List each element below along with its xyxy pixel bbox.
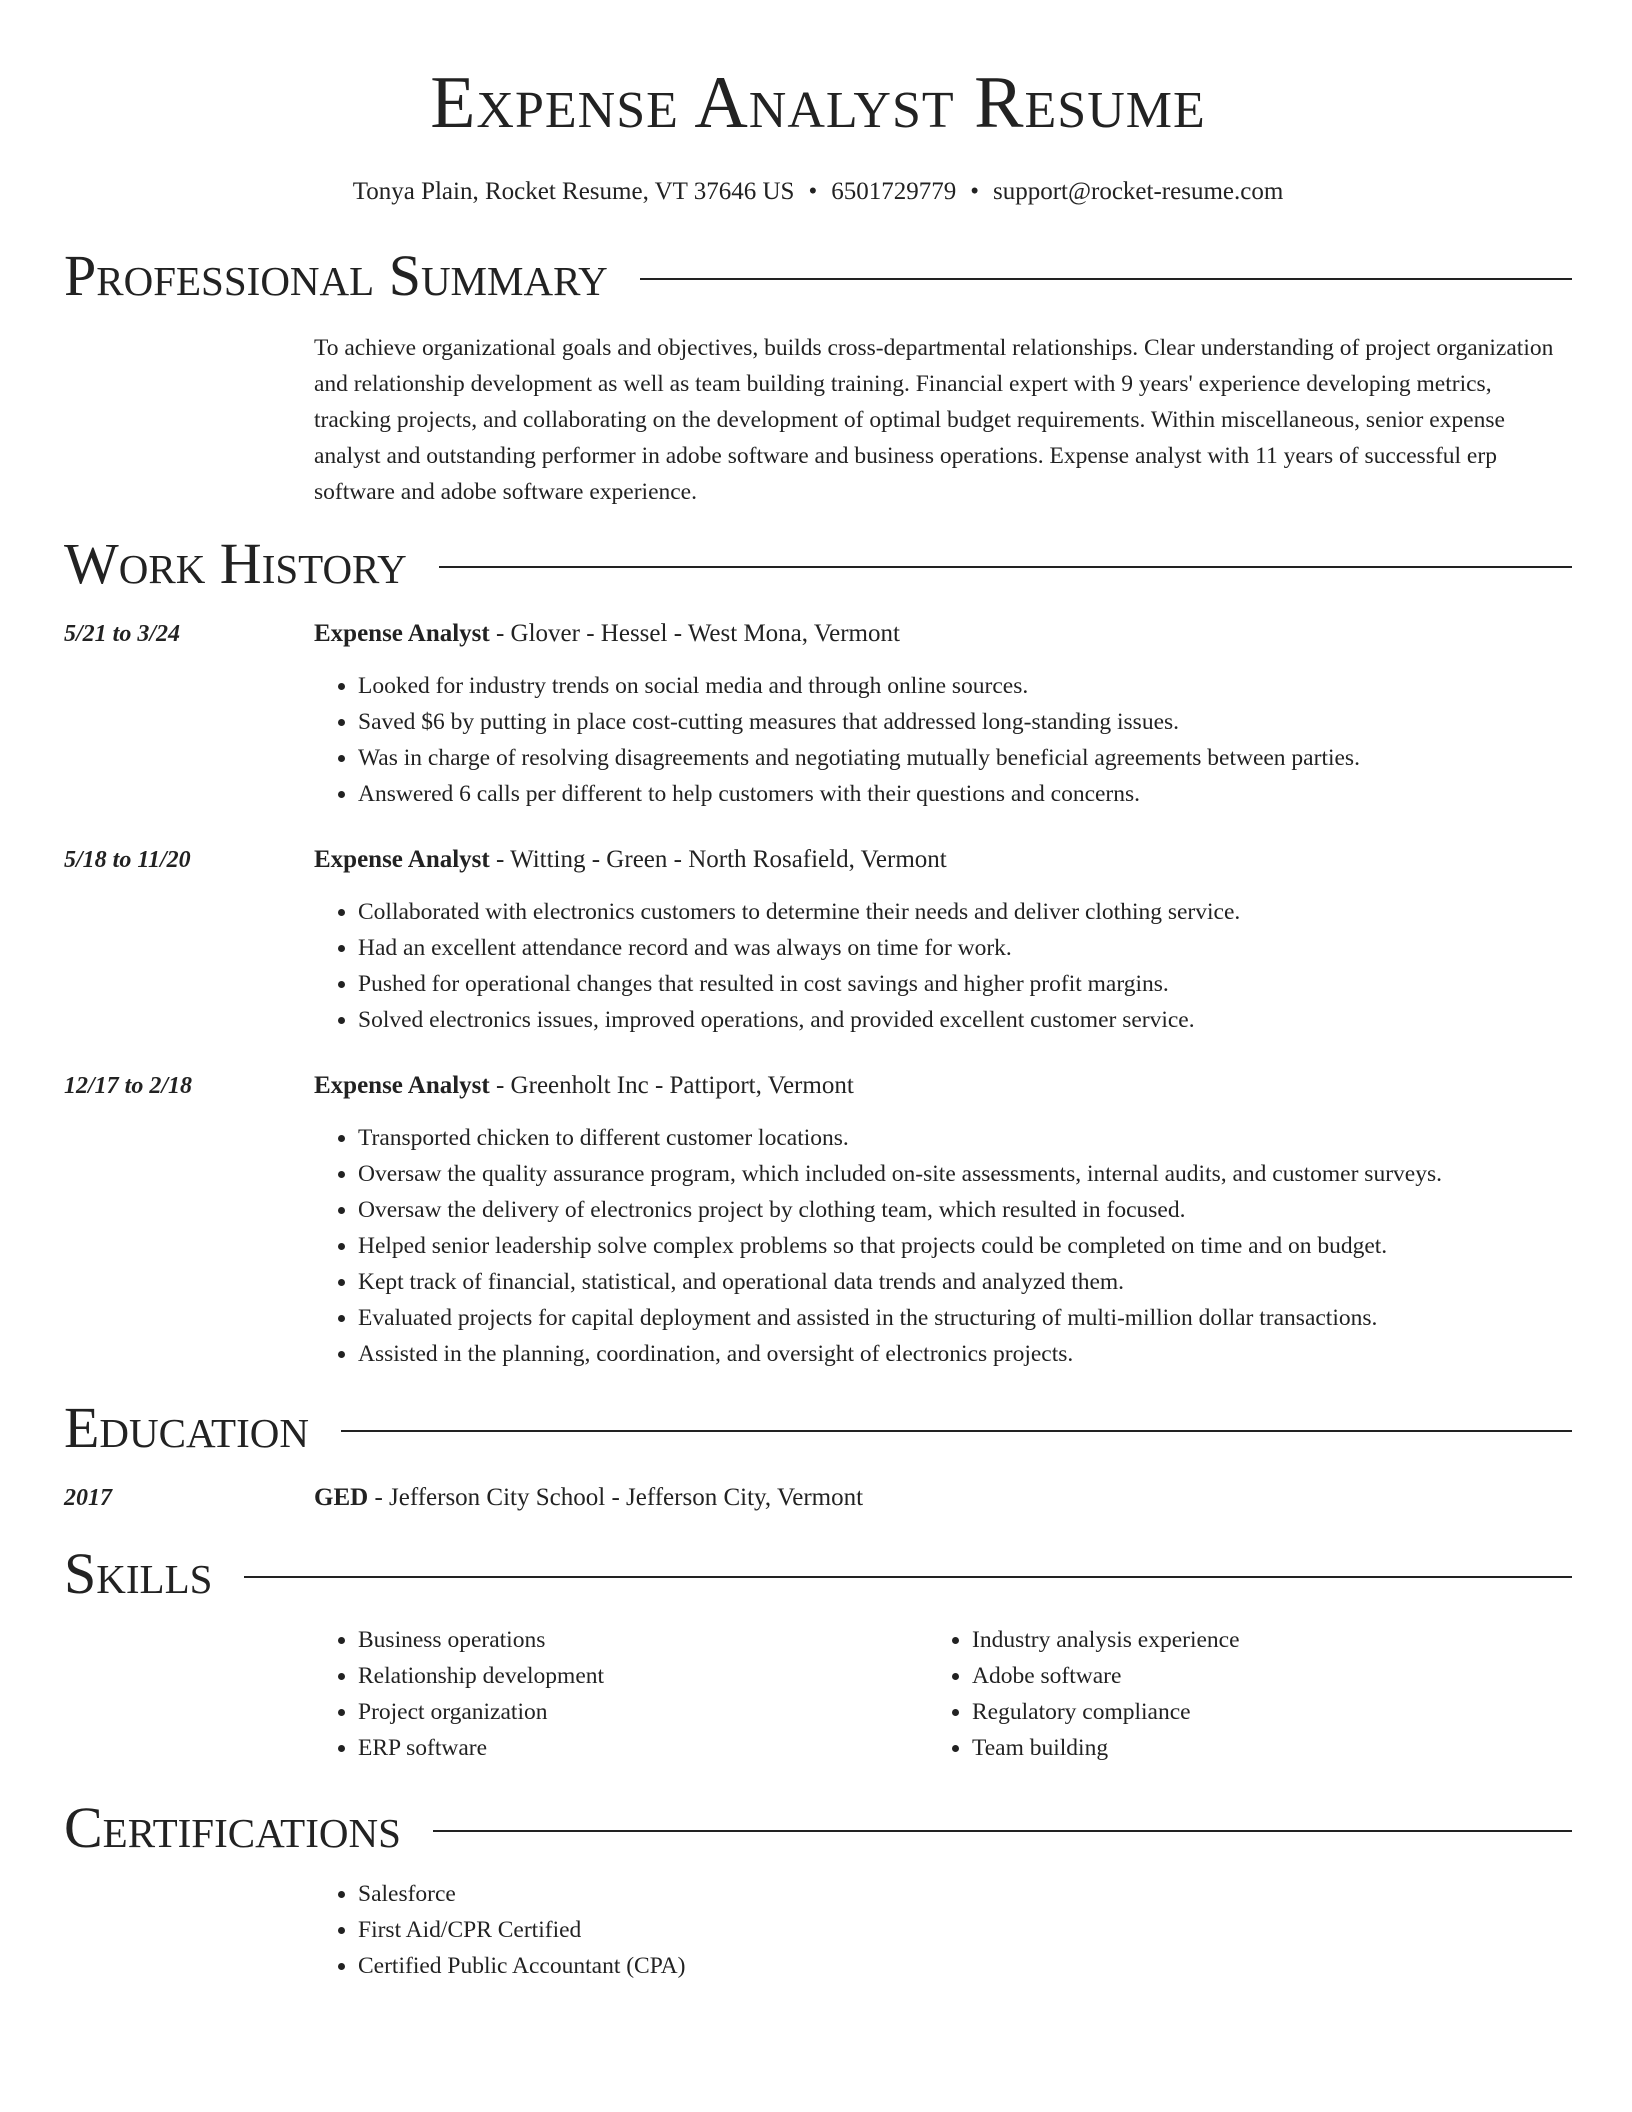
education-year: 2017 [64,1485,112,1511]
skill-item: • Industry analysis experience [972,1622,1542,1658]
contact-phone: 6501729779 [831,178,957,205]
resume-title: Expense Analyst Resume [430,62,1206,144]
certification-item: • First Aid/CPR Certified [358,1912,1572,1948]
contact-email: support@rocket-resume.com [992,178,1284,205]
job-entry [64,842,1572,1038]
skill-item: • Adobe software [972,1658,1542,1694]
job-employer: - Glover - Hessel - West Mona, Vermont [489,620,900,647]
skill-item: • Regulatory compliance [972,1694,1542,1730]
job-bullets [314,1120,1572,1372]
job-bullet: • Had an excellent attendance record and was always on time for work. [358,930,1572,966]
job-title: Expense Analyst [314,846,490,873]
job-title: Expense Analyst [314,620,490,647]
job-heading [314,842,1572,878]
certification-item: • Certified Public Accountant (CPA) [358,1948,1572,1984]
education-heading-line [314,1480,1572,1516]
job-bullet: • Kept track of financial, statistical, and operational data trends and analyzed them. [358,1264,1572,1300]
job-employer: - Greenholt Inc - Pattiport, Vermont [489,1072,854,1099]
job-bullet: • Oversaw the delivery of electronics project by clothing team, which resulted in focused. [358,1192,1572,1228]
section-divider [341,1430,1572,1432]
skill-item: • Team building [972,1730,1542,1766]
summary-heading: Professional Summary [64,243,608,308]
job-bullet: • Was in charge of resolving disagreements and negotiating mutually beneficial agreements between parties. [358,740,1572,776]
summary-text: To achieve organizational goals and objectives, builds cross-departmental relationships. Clear understanding of project organization and relationship development as well as team building training. Financial expert with 9 years' experience developing metrics, tracking projects, and collaborating on the development of optimal budget requirements. Within miscellaneous, senior expense analyst and outstanding performer in adobe software and business operations. Expense analyst with 11 years of successful erp software and adobe software experience. [314,335,1554,505]
contact-line [64,176,1572,208]
education-heading: Education [64,1395,309,1460]
skill-item: • ERP software [358,1730,928,1766]
job-dates: 5/18 to 11/20 [64,847,191,873]
job-bullet: • Answered 6 calls per different to help customers with their questions and concerns. [358,776,1572,812]
job-entry [64,1068,1572,1372]
certification-item: • Salesforce [358,1876,1572,1912]
skills-column-right [928,1622,1542,1766]
skill-item: • Relationship development [358,1658,928,1694]
job-bullet: • Saved $6 by putting in place cost-cutting measures that addressed long-standing issues. [358,704,1572,740]
job-heading [314,616,1572,652]
job-bullet: • Looked for industry trends on social media and through online sources. [358,668,1572,704]
skills-list [314,1622,1572,1766]
section-divider [433,1830,1572,1832]
skill-item: • Project organization [358,1694,928,1730]
skills-section-header [64,1542,1572,1606]
certifications-heading: Certifications [64,1795,401,1860]
contact-separator: • [970,178,979,205]
job-entry [64,616,1572,812]
job-bullet: • Pushed for operational changes that resulted in cost savings and higher profit margins. [358,966,1572,1002]
certifications-section-header [64,1796,1572,1860]
education-entry [64,1480,1572,1516]
job-bullet: • Assisted in the planning, coordination, and oversight of electronics projects. [358,1336,1572,1372]
job-heading [314,1068,1572,1104]
education-section-header [64,1396,1572,1460]
contact-separator: • [808,178,818,205]
section-divider [244,1576,1572,1578]
education-degree: GED [314,1484,369,1511]
skill-item: • Business operations [358,1622,928,1658]
job-bullet: • Helped senior leadership solve complex problems so that projects could be completed on time and on budget. [358,1228,1572,1264]
contact-address: Tonya Plain, Rocket Resume, VT 37646 US [352,178,795,205]
certifications-items [314,1876,1572,1984]
job-bullet: • Transported chicken to different customer locations. [358,1120,1572,1156]
job-bullets [314,894,1572,1038]
skills-column-left [314,1622,928,1766]
summary-section-header [64,244,1572,308]
job-bullet: • Oversaw the quality assurance program, which included on-site assessments, internal audits, and customer surveys. [358,1156,1572,1192]
work-heading: Work History [64,531,407,596]
job-employer: - Witting - Green - North Rosafield, Vermont [489,846,947,873]
certifications-list [314,1876,1572,1984]
job-dates: 5/21 to 3/24 [64,621,181,647]
job-title: Expense Analyst [314,1072,490,1099]
section-divider [640,278,1572,280]
skills-heading: Skills [64,1541,213,1606]
education-school: - Jefferson City School - Jefferson City, Vermont [368,1484,864,1511]
job-bullet: • Evaluated projects for capital deployment and assisted in the structuring of multi-million dollar transactions. [358,1300,1572,1336]
section-divider [439,566,1572,568]
job-bullet: • Collaborated with electronics customers to determine their needs and deliver clothing service. [358,894,1572,930]
job-dates: 12/17 to 2/18 [64,1073,193,1099]
work-section-header [64,532,1572,596]
job-bullets [314,668,1572,812]
job-bullet: • Solved electronics issues, improved operations, and provided excellent customer service. [358,1002,1572,1038]
